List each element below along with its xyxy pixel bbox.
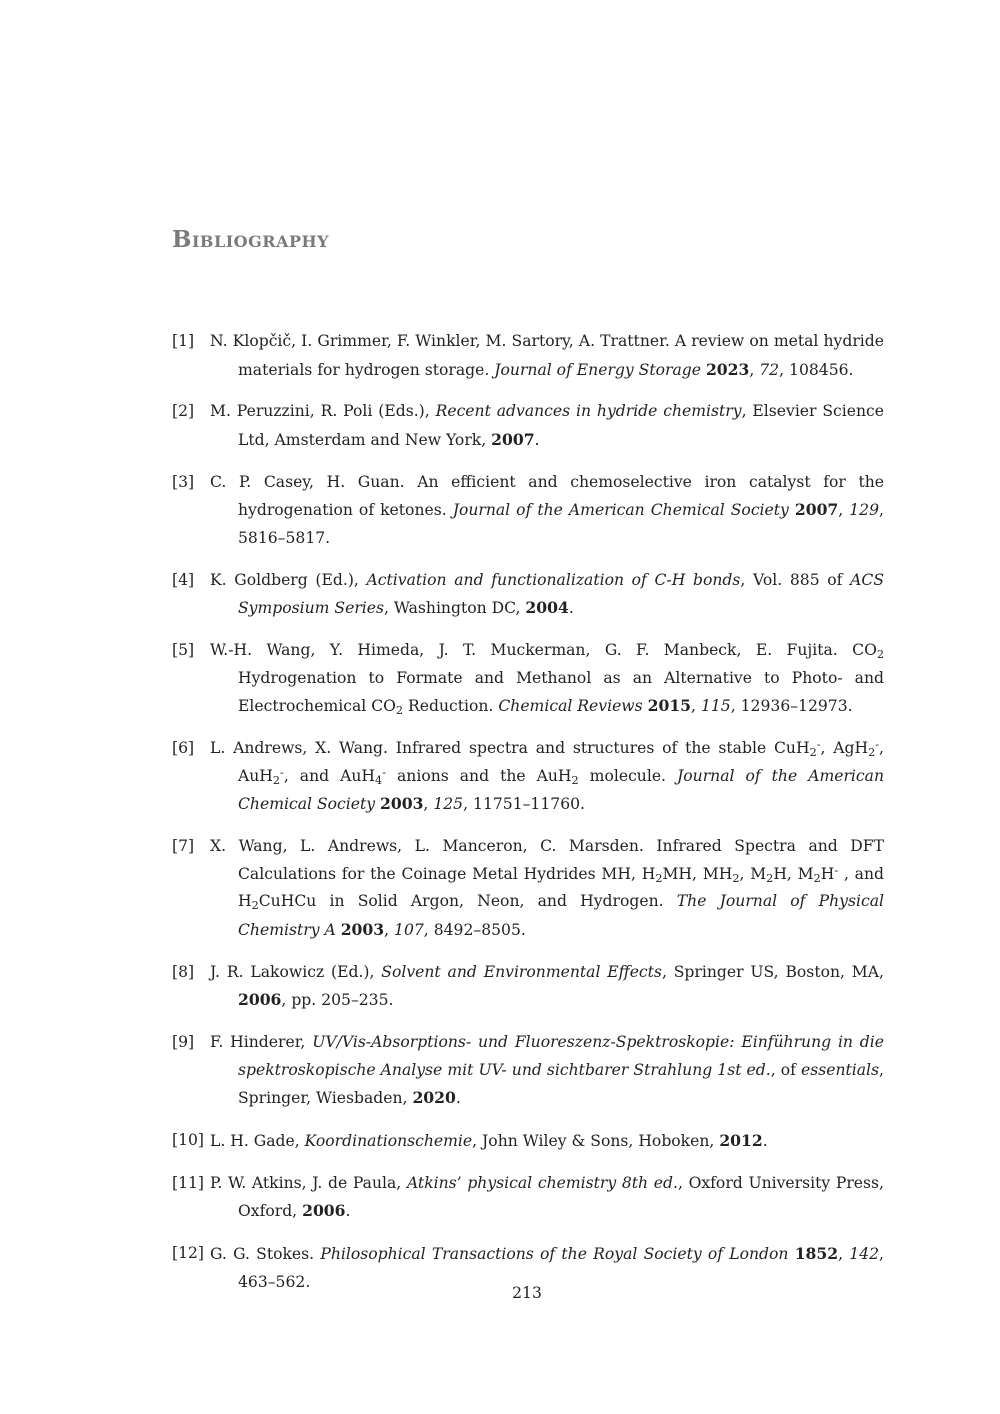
bib-entry: [12] G. G. Stokes. Philosophical Transactions of the Royal Society of London 1852, 142, 463–562. (172, 1240, 884, 1296)
bib-entry: [11] P. W. Atkins, J. de Paula, Atkins’ physical chemistry 8th ed., Oxford University Press, Oxford, 2006. (172, 1170, 884, 1226)
entry-number: [10] (172, 1130, 205, 1149)
entry-number: [8] (172, 962, 195, 981)
bib-entry: [1] N. Klopčič, I. Grimmer, F. Winkler, M. Sartory, A. Trattner. A review on metal hydride materials for hydrogen storage. Journal of Energy Storage 2023, 72, 108456. (172, 328, 884, 384)
entry-number: [3] (172, 472, 195, 491)
page-title: Bibliography (172, 226, 330, 253)
bibliography-list (172, 328, 884, 1310)
bib-entry: [9] F. Hinderer, UV/Vis-Absorptions- und Fluoreszenz-Spektroskopie: Einführung in die spektroskopische Analyse mit UV- und sichtbarer Strahlung 1st ed., of essentials, Springer, Wiesbaden, 2020. (172, 1029, 884, 1113)
bib-entry: [4] K. Goldberg (Ed.), Activation and functionalization of C-H bonds, Vol. 885 of ACS Symposium Series, Washington DC, 2004. (172, 567, 884, 623)
entry-number: [6] (172, 739, 195, 758)
entry-number: [4] (172, 570, 195, 589)
bib-entry: [6] L. Andrews, X. Wang. Infrared spectra and structures of the stable CuH$_2$-, AgH$_2$-, AuH$_2$-, and AuH$_4$- anions and the AuH$_2$ molecule. Journal of the American Chemical Society 2003, 125, 11751–11760. (172, 735, 884, 819)
entry-number: [5] (172, 641, 195, 660)
bib-entry: [5] W.-H. Wang, Y. Himeda, J. T. Muckerman, G. F. Manbeck, E. Fujita. $CO_2$ Hydrogenation to Formate and Methanol as an Alternative to Photo- and Electrochemical $CO_2$ Reduction. Chemical Reviews 2015, 115, 12936–12973. (172, 637, 884, 721)
bib-entry: [8] J. R. Lakowicz (Ed.), Solvent and Environmental Effects, Springer US, Boston, MA, 2006, pp. 205–235. (172, 959, 884, 1015)
entry-number: [2] (172, 402, 195, 421)
entry-number: [1] (172, 332, 195, 350)
entry-number: [9] (172, 1032, 195, 1051)
page-number: 213 (512, 1284, 542, 1302)
bib-entry: [7] X. Wang, L. Andrews, L. Manceron, C. Marsden. Infrared Spectra and DFT Calculations for the Coinage Metal Hydrides MH, $H_2MH$, $MH_2$, $M_2H$, $M_2H^-$ , and $H_2CuHCu$ in Solid Argon, Neon, and Hydrogen. The Journal of Physical Chemistry A 2003, 107, 8492–8505. (172, 833, 884, 944)
entry-number: [12] (172, 1244, 205, 1263)
bib-entry: [2] M. Peruzzini, R. Poli (Eds.), Recent advances in hydride chemistry, Elsevier Science Ltd, Amsterdam and New York, 2007. (172, 398, 884, 454)
entry-number: [7] (172, 837, 195, 856)
bib-entry: [10] L. H. Gade, Koordinationschemie, John Wiley & Sons, Hoboken, 2012. (172, 1127, 884, 1156)
bib-entry: [3] C. P. Casey, H. Guan. An efficient and chemoselective iron catalyst for the hydrogenation of ketones. Journal of the American Chemical Society 2007, 129, 5816–5817. (172, 469, 884, 553)
entry-number: [11] (172, 1173, 205, 1192)
